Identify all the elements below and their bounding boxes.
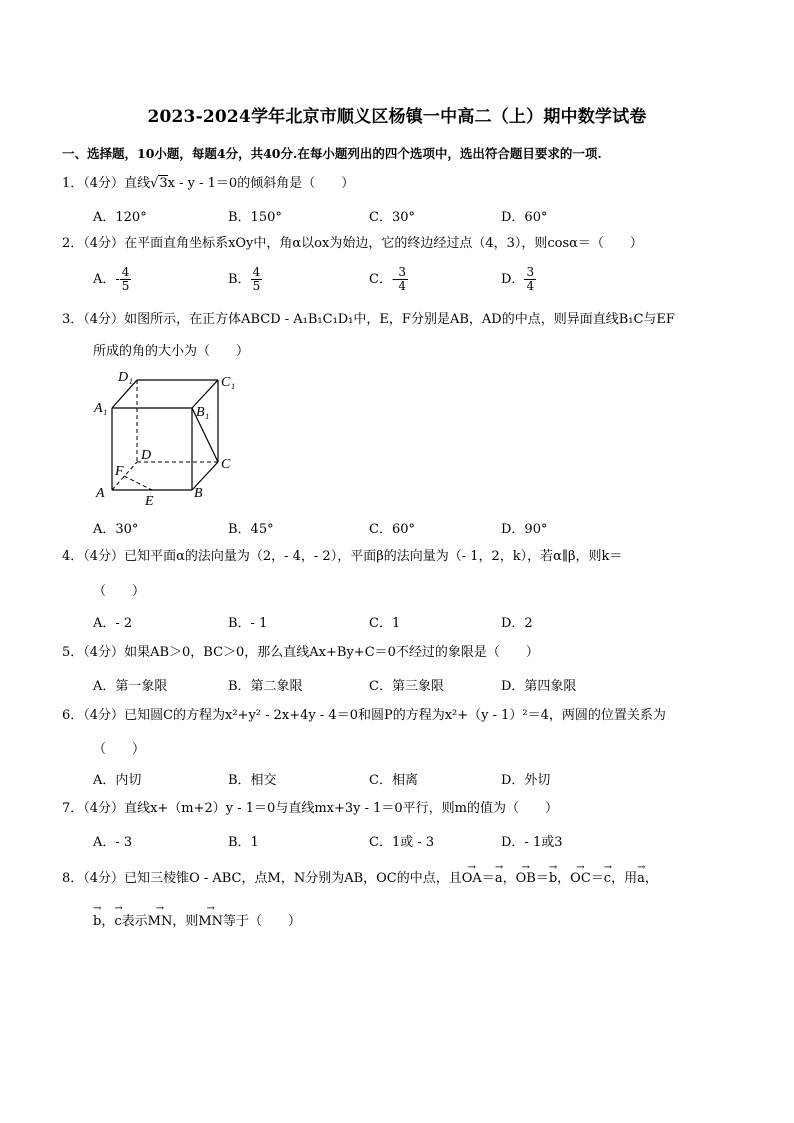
question-stem: 在平面直角坐标系xOy中，角α以ox为始边，它的终边经过点（4，3），则cosα＝（ ） bbox=[124, 236, 643, 251]
question-score: （4分） bbox=[83, 236, 125, 251]
question-number: 5． bbox=[62, 645, 84, 660]
question-8: 8．（4分）已知三棱锥O - ABC，点M，N分别为AB，OC的中点，且→ OA＝→ a，→ OB＝→ b，→ OC＝→ c，用→ a， bbox=[62, 869, 658, 889]
question-number: 4． bbox=[62, 549, 84, 564]
vector-c: → c bbox=[114, 914, 121, 929]
option-d[interactable]: D．60° bbox=[501, 210, 548, 225]
question-stem: 已知平面α的法向量为（2，- 4，- 2），平面β的法向量为（- 1，2，k），若α∥β，则k＝ bbox=[124, 549, 623, 564]
question-number: 2． bbox=[62, 236, 84, 251]
option-a[interactable]: A．第一象限 bbox=[93, 679, 168, 694]
fraction: $\frac{4}{5}$ bbox=[121, 265, 130, 293]
option-d[interactable]: D．第四象限 bbox=[501, 679, 577, 694]
label-f: F bbox=[115, 464, 124, 479]
option-d[interactable]: D．外切 bbox=[501, 773, 551, 788]
label-a1: A₁ bbox=[94, 401, 108, 416]
option-b[interactable]: B．- 1 bbox=[228, 616, 268, 631]
question-stem: 如图所示，在正方体ABCD - A₁B₁C₁D₁中，E，F分别是AB，AD的中点，则异面直线B₁C与EF bbox=[124, 312, 675, 327]
question-5 bbox=[62, 643, 539, 663]
option-a[interactable]: A．- $\frac{4}{5}$ bbox=[93, 265, 130, 293]
question-stem: 已知圆C的方程为x²+y² - 2x+4y - 4＝0和圆P的方程为x²+（y - 1）²＝4，两圆的位置关系为 bbox=[124, 708, 666, 723]
page-title: 2023-2024学年北京市顺义区杨镇一中高二（上）期中数学试卷 bbox=[147, 107, 647, 127]
question-stem-cont: （ ） bbox=[93, 584, 146, 599]
label-e: E bbox=[145, 494, 154, 509]
option-a[interactable]: A．内切 bbox=[93, 773, 142, 788]
fraction: $\frac{3}{4}$ bbox=[526, 265, 535, 293]
question-stem: 已知三棱锥O - ABC，点M，N分别为AB，OC的中点，且 bbox=[124, 871, 462, 886]
sqrt-radicand: 3 bbox=[159, 176, 168, 191]
question-stem-cont: （ ） bbox=[93, 742, 146, 757]
question-1 bbox=[62, 174, 354, 194]
question-score: （4分） bbox=[83, 871, 125, 886]
label-b1: B₁ bbox=[196, 405, 210, 420]
option-b[interactable]: B．1 bbox=[228, 835, 259, 850]
cube-figure bbox=[92, 364, 252, 509]
vector-b: → b bbox=[549, 869, 557, 889]
label-b: B bbox=[194, 486, 203, 501]
label-d1: D₁ bbox=[118, 370, 133, 385]
option-c[interactable]: C．1 bbox=[369, 616, 401, 631]
question-7 bbox=[62, 799, 558, 819]
question-stem: 直线x+（m+2）y - 1＝0与直线mx+3y - 1＝0平行，则m的值为（ ） bbox=[124, 801, 559, 816]
question-score: （4分） bbox=[83, 801, 125, 816]
question-number: 1． bbox=[62, 176, 84, 191]
question-stem-cont: 所成的角的大小为（ ） bbox=[93, 344, 250, 359]
option-c[interactable]: C．30° bbox=[369, 210, 415, 225]
option-b[interactable]: B． $\frac{4}{5}$ bbox=[228, 265, 261, 293]
vector-mn: → MN bbox=[148, 914, 173, 929]
option-c[interactable]: C．相离 bbox=[369, 773, 418, 788]
label-a: A bbox=[96, 486, 105, 501]
section-heading: 一、选择题，10小题，每题4分，共40分.在每小题列出的四个选项中，选出符合题目要求的一项. bbox=[62, 146, 602, 161]
vector-oc: → OC bbox=[570, 869, 591, 889]
vector-a: → a bbox=[637, 869, 645, 889]
question-score: （4分） bbox=[83, 549, 125, 564]
option-a[interactable]: A．- 2 bbox=[93, 616, 133, 631]
question-score: （4分） bbox=[83, 645, 125, 660]
option-a[interactable]: A．- 3 bbox=[93, 835, 133, 850]
option-d[interactable]: D．2 bbox=[501, 616, 533, 631]
question-stem: 如果AB＞0，BC＞0，那么直线Ax+By+C＝0不经过的象限是（ ） bbox=[124, 645, 539, 660]
label-c: C bbox=[221, 457, 231, 472]
question-stem: 直线 bbox=[124, 176, 151, 191]
fraction: $\frac{3}{4}$ bbox=[398, 265, 406, 293]
question-score: （4分） bbox=[83, 176, 125, 191]
option-d[interactable]: D．90° bbox=[501, 522, 548, 537]
vector-b: → b bbox=[93, 914, 101, 929]
option-c[interactable]: C．- $\frac{3}{4}$ bbox=[369, 265, 406, 293]
vector-a: → a bbox=[495, 869, 503, 889]
vector-c: → c bbox=[604, 869, 611, 889]
option-a[interactable]: A．120° bbox=[93, 210, 147, 225]
option-a[interactable]: A．30° bbox=[93, 522, 139, 537]
question-number: 6． bbox=[62, 708, 84, 723]
question-number: 8． bbox=[62, 871, 84, 886]
option-b[interactable]: B．45° bbox=[228, 522, 274, 537]
question-2 bbox=[62, 234, 643, 254]
vector-mn: → MN bbox=[198, 914, 223, 929]
question-number: 7． bbox=[62, 801, 84, 816]
question-stem-cont: x - y - 1＝0的倾斜角是（ ） bbox=[167, 176, 355, 191]
option-b[interactable]: B．第二象限 bbox=[228, 679, 303, 694]
label-d: D bbox=[141, 448, 152, 463]
option-d[interactable]: D．- 1或3 bbox=[501, 835, 563, 850]
question-4 bbox=[62, 547, 622, 567]
fraction: $\frac{4}{5}$ bbox=[252, 265, 261, 293]
question-score: （4分） bbox=[83, 312, 125, 327]
vector-oa: → OA bbox=[462, 869, 482, 889]
option-c[interactable]: C．1或 - 3 bbox=[369, 835, 435, 850]
label-c1: C₁ bbox=[221, 375, 236, 390]
option-b[interactable]: B．相交 bbox=[228, 773, 277, 788]
sqrt-symbol: √ bbox=[150, 176, 159, 191]
question-stem-cont: → b，→ c表示→ MN，则→ MN等于（ ） bbox=[93, 910, 301, 929]
question-3 bbox=[62, 310, 675, 330]
option-b[interactable]: B．150° bbox=[228, 210, 282, 225]
question-number: 3． bbox=[62, 312, 84, 327]
option-c[interactable]: C．第三象限 bbox=[369, 679, 444, 694]
vector-ob: → OB bbox=[516, 869, 536, 889]
question-6 bbox=[62, 706, 666, 726]
option-d[interactable]: D． $\frac{3}{4}$ bbox=[501, 265, 535, 293]
question-score: （4分） bbox=[83, 708, 125, 723]
option-c[interactable]: C．60° bbox=[369, 522, 415, 537]
